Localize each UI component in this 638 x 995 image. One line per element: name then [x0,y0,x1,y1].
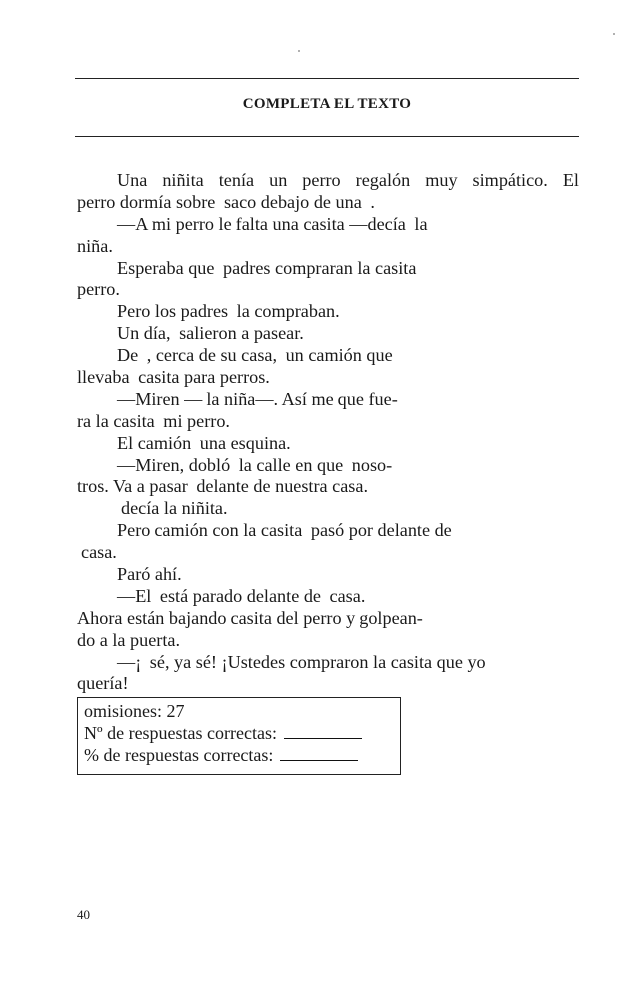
text-line: perro dormía sobre saco debajo de una . [77,191,375,212]
word: muy [425,170,458,190]
omissions-count: omisiones: 27 [84,701,185,721]
correct-count-row: Nº de respuestas correctas: [84,722,364,744]
text-line: —Miren, dobló la calle en que noso- [117,454,393,475]
text-line: Paró ahí. [117,564,182,585]
text-line: niña. [77,235,113,256]
page-title: COMPLETA EL TEXTO [242,96,412,112]
text-line: Un día, salieron a pasear. [117,323,304,344]
word: regalón [355,170,411,190]
word: tenía [218,170,255,190]
word: perro [302,170,341,190]
cloze-text [77,170,579,695]
scan-speck [613,33,615,35]
word: simpático. [472,170,548,190]
correct-count-field[interactable] [284,724,362,739]
text-line: El camión una esquina. [117,432,291,453]
scan-speck [298,50,300,52]
text-line: do a la puerta. [77,629,181,650]
correct-percent-field[interactable] [280,746,358,761]
text-line: quería! [77,673,129,694]
bottom-rule [75,136,579,137]
text-line: tros. Va a pasar delante de nuestra casa. [77,476,369,497]
word: un [269,170,288,190]
page-number: 40 [77,907,90,922]
text-line: Pero camión con la casita pasó por delante de [117,520,452,541]
top-rule [75,78,579,79]
text-line: —Miren — la niña—. Así me que fue- [117,388,398,409]
text-line: llevaba casita para perros. [77,367,270,388]
word: Una [117,170,148,190]
text-line: —A mi perro le falta una casita —decía la [117,213,428,234]
word: El [562,170,579,190]
text-line: Pero los padres la compraban. [117,301,340,322]
text-line: Ahora están bajando casita del perro y golpean- [77,607,423,628]
text-line: ra la casita mi perro. [77,410,230,431]
text-line: casa. [81,542,117,563]
correct-percent-row: % de respuestas correctas: [84,744,360,766]
text-line: perro. [77,279,120,300]
text-line: —¡ sé, ya sé! ¡Ustedes compraron la casita que yo [117,651,486,672]
score-box [77,697,401,775]
text-line: decía la niñita. [121,498,228,519]
text-line: De , cerca de su casa, un camión que [117,345,393,366]
text-line [77,170,579,192]
text-line: Esperaba que padres compraran la casita [117,257,417,278]
text-line: —El está parado delante de casa. [117,585,366,606]
word: niñita [162,170,204,190]
